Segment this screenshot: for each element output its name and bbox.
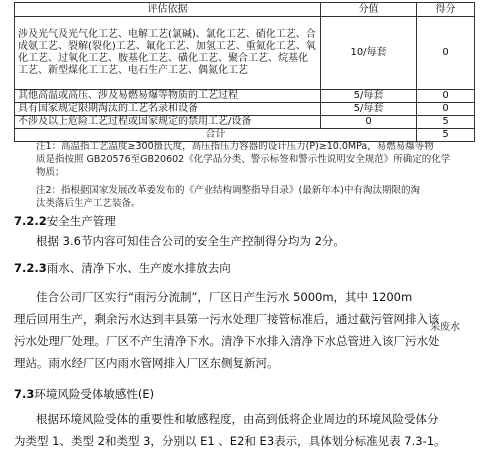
header-criterion: 评估依据 (15, 3, 321, 17)
section-heading-7-2-2 (14, 213, 116, 229)
floating-text: 采废水 (430, 322, 460, 333)
row-criterion: 具有国家规定限期淘汰的工艺名录和设备 (15, 103, 321, 116)
row-criterion: 涉及光气及光气化工艺、电解工艺(氯碱)、氯化工艺、硝化工艺、合成氨工艺、裂解(裂化)工艺、氟化工艺、加氢工艺、重氮化工艺、氧化工艺、过氧化工艺、胺基化工艺、磺化工艺、聚合工艺、烷基化工艺、新型煤化工工艺、电石生产工艺、偶氮化工艺 (15, 17, 321, 90)
note-line: 质是指按照 GB20576至GB20602《化学品分类、警示标签和警示性说明安全规范》所确定的化学 (36, 154, 451, 165)
paragraph-7-2-2: 根据 3.6节内容可知佳合公司的安全生产控制得分均为 2分。 (36, 234, 345, 248)
paragraph-line: 理后回用生产，剩余污水达到丰县第一污水处理厂接管标准后，通过截污管网排入该 (14, 312, 440, 326)
table-row (15, 116, 475, 129)
paragraph-line: 根据环境风险受体的重要性和敏感程度，由高到低将企业周边的环境风险受体分 (36, 412, 439, 426)
row-score: 5/每套 (321, 90, 417, 103)
table-row (15, 90, 475, 103)
section-heading-7-3 (14, 386, 154, 402)
row-score: 5/每套 (321, 103, 417, 116)
row-score: 0 (321, 116, 417, 129)
section-number: 7.3 (14, 387, 35, 401)
total-result: 5 (417, 129, 475, 142)
paragraph-line: 污水处理厂处理。厂区不产生清净下水。清净下水排入清净下水总管进入该厂污水处 (14, 334, 440, 348)
section-title: 雨水、清净下水、生产废水排放去向 (46, 261, 231, 275)
paragraph-7-3 (14, 408, 490, 452)
section-title: 环境风险受体敏感性(E) (34, 387, 155, 401)
note-line: 注1：高温指工艺温度≥300摄氏度，高压指压力容器的设计压力(P)≥10.0MPa，易燃易爆等物 (36, 141, 434, 152)
section-title: 安全生产管理 (46, 214, 116, 228)
note-line: 注2：指根据国家发展改革委发布的《产业结构调整指导目录》(最新年本)中有淘汰期限的淘 (36, 185, 420, 196)
paragraph-line: 佳合公司厂区实行“雨污分流制”，厂区日产生污水 5000m，其中 1200m (36, 290, 413, 304)
row-score: 10/每套 (321, 17, 417, 90)
section-heading-7-2-3 (14, 260, 231, 276)
note-line: 物质； (36, 167, 65, 178)
table-row (15, 103, 475, 116)
paragraph-line: 理站。雨水经厂区内雨水管网排入厂区东侧复新河。 (14, 356, 279, 370)
header-result: 得分 (417, 3, 475, 17)
row-result: 0 (417, 17, 475, 90)
section-number: 7.2.3 (14, 261, 47, 275)
table-row (15, 17, 475, 90)
row-criterion: 不涉及以上危险工艺过程或国家规定的禁用工艺/设备 (15, 116, 321, 129)
note-line: 汰类落后生产工艺装备。 (36, 198, 141, 209)
section-number: 7.2.2 (14, 214, 47, 228)
note-2 (36, 184, 420, 210)
row-result: 0 (417, 103, 475, 116)
row-result: 5 (417, 116, 475, 129)
paragraph-7-2-3 (14, 286, 490, 374)
process-scoring-table (14, 2, 475, 142)
row-result: 0 (417, 90, 475, 103)
total-label: 合计 (15, 129, 417, 142)
paragraph-line: 为类型 1、类型 2和类型 3，分别以 E1 、E2和 E3表示，具体划分标准见表 7.3-1。 (14, 434, 446, 448)
row-criterion: 其他高温或高压、涉及易燃易爆等物质的工艺过程 (15, 90, 321, 103)
note-1 (36, 140, 450, 179)
header-score: 分值 (321, 3, 417, 17)
table-header-row (15, 3, 475, 17)
